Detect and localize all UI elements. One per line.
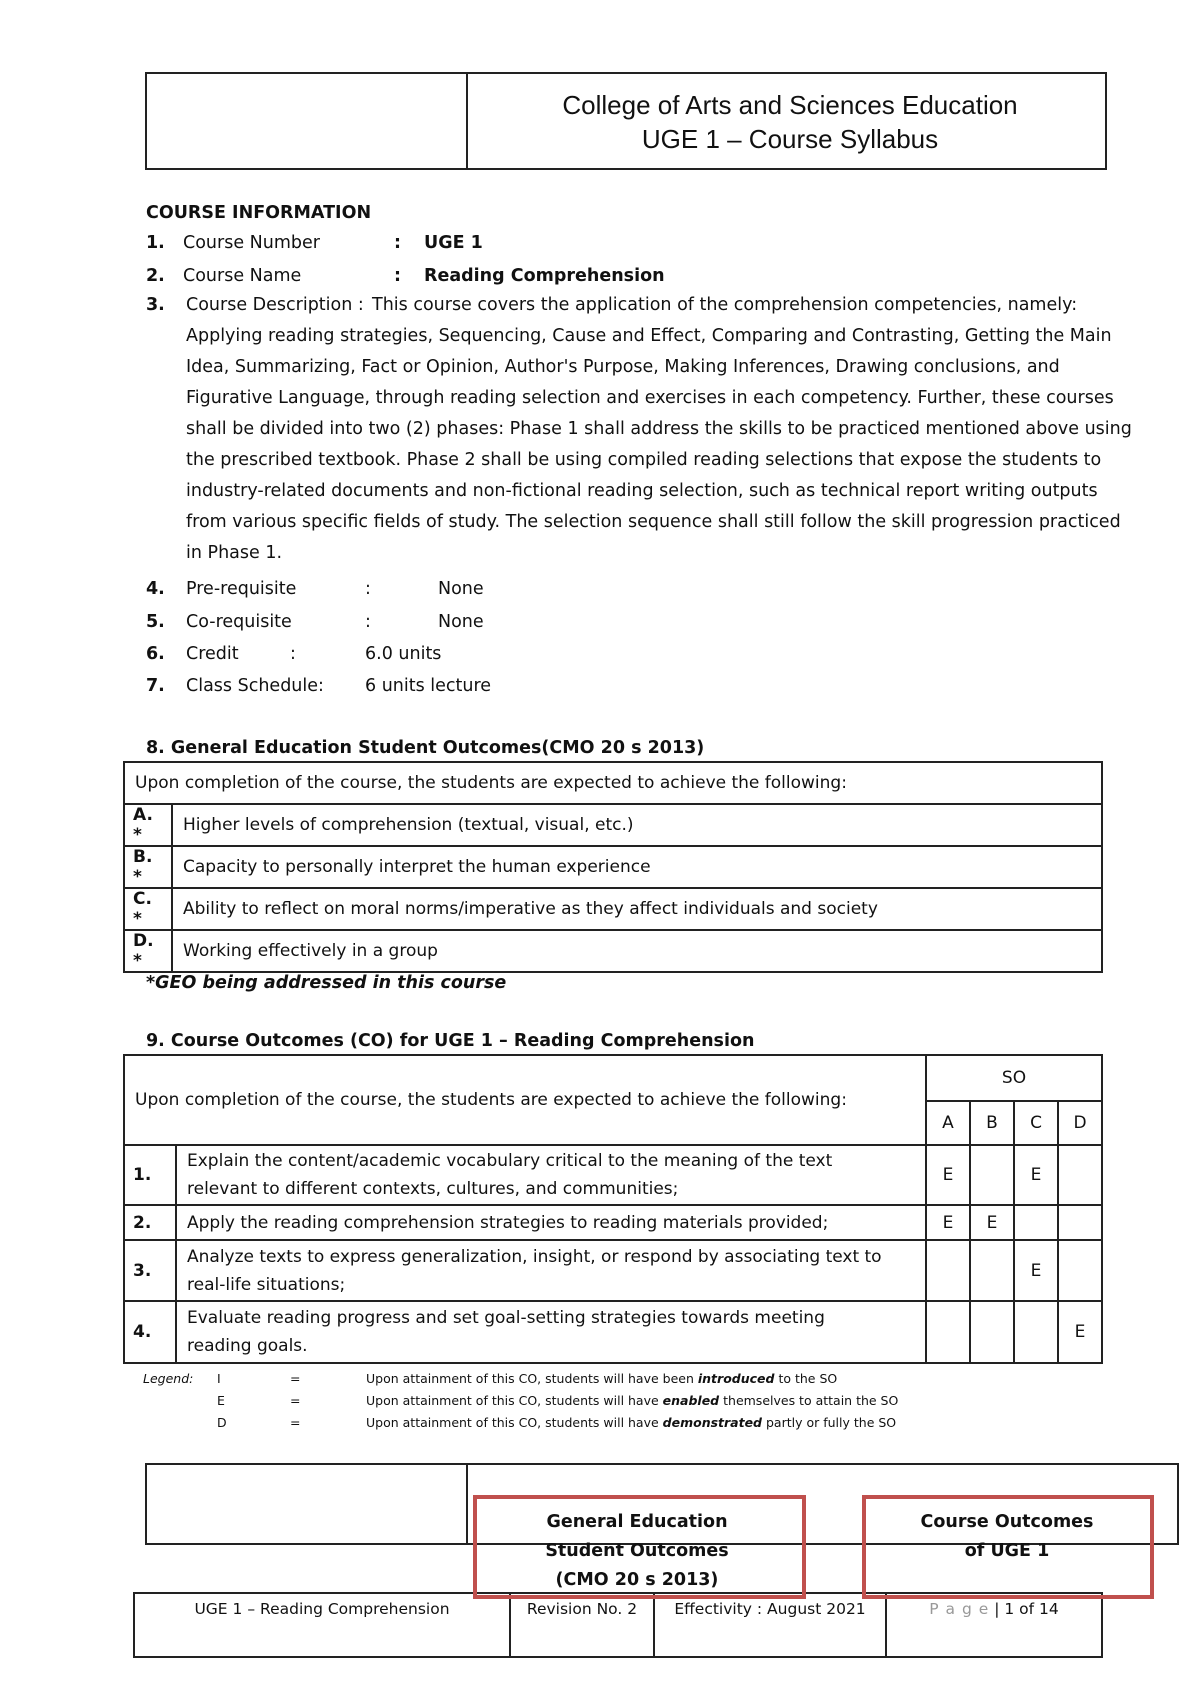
item-5-sep: : [365, 612, 371, 632]
footer-page [886, 1593, 1102, 1657]
co-text [176, 1240, 926, 1301]
description-line: in Phase 1. [186, 543, 283, 563]
legend-pre: Upon attainment of this CO, students will have been [366, 1371, 698, 1386]
co-num: 4. [124, 1301, 176, 1363]
legend-eq: = [290, 1415, 301, 1430]
co-text-line: relevant to different contexts, cultures, and communities; [187, 1179, 679, 1199]
header-divider [466, 72, 468, 170]
item-6-value: 6.0 units [365, 644, 442, 664]
item-4-sep: : [365, 579, 371, 599]
course-info-heading: COURSE INFORMATION [146, 203, 372, 223]
item-5-label: Co-requisite [186, 612, 292, 632]
geo-note: *GEO being addressed in this course [146, 973, 507, 993]
page-label: P a g e [929, 1600, 990, 1618]
co-text-line: Analyze texts to express generalization, insight, or respond by associating text to [187, 1246, 882, 1267]
item-7-label: Class Schedule: [186, 676, 324, 696]
description-line: shall be divided into two (2) phases: Phase 1 shall address the skills to be practiced mentioned above using [186, 419, 1132, 439]
item-6-sep: : [290, 644, 296, 664]
item-4-label: Pre-requisite [186, 579, 297, 599]
footer-course: UGE 1 – Reading Comprehension [134, 1593, 510, 1657]
geo-table [123, 761, 1103, 973]
item-3-label: Course Description : [186, 295, 364, 315]
co-mark [926, 1240, 970, 1301]
description-line: Idea, Summarizing, Fact or Opinion, Author's Purpose, Making Inferences, Drawing conclusions, and [186, 357, 1060, 377]
legend-pre: Upon attainment of this CO, students will have [366, 1415, 663, 1430]
item-7-num: 7. [146, 676, 165, 696]
so-label: SO [926, 1055, 1102, 1101]
so-col-d: D [1058, 1101, 1102, 1145]
legend-pre: Upon attainment of this CO, students will have [366, 1393, 663, 1408]
table-row [124, 846, 1102, 888]
co-num: 1. [124, 1145, 176, 1205]
geo-key: B. * [124, 846, 172, 888]
legend-code: I [217, 1371, 221, 1386]
item-1-label: Course Number [183, 233, 320, 253]
geo-text: Working effectively in a group [172, 930, 1102, 972]
geo-callout-line: General Education [546, 1512, 728, 1532]
geo-key: D. * [124, 930, 172, 972]
co-text-line: Evaluate reading progress and set goal-setting strategies towards meeting [187, 1308, 825, 1328]
item-2-num: 2. [146, 266, 165, 286]
item-2-label: Course Name [183, 266, 302, 286]
co-num: 2. [124, 1205, 176, 1240]
legend-text [366, 1390, 898, 1412]
co-callout-line: of UGE 1 [964, 1541, 1050, 1561]
legend-post: partly or fully the SO [762, 1415, 897, 1430]
legend-post: themselves to attain the SO [719, 1393, 899, 1408]
co-text: Apply the reading comprehension strategies to reading materials provided; [176, 1205, 926, 1240]
description-line: the prescribed textbook. Phase 2 shall be using compiled reading selections that expose the students to [186, 450, 1102, 470]
legend-eq: = [290, 1371, 301, 1386]
co-highlight-box [862, 1495, 1154, 1599]
geo-text: Capacity to personally interpret the human experience [172, 846, 1102, 888]
item-4-num: 4. [146, 579, 165, 599]
legend-text [366, 1412, 896, 1434]
co-mark [970, 1301, 1014, 1363]
geo-intro: Upon completion of the course, the students are expected to achieve the following: [124, 762, 1102, 804]
item-6-num: 6. [146, 644, 165, 664]
co-callout-line: Course Outcomes [920, 1512, 1094, 1532]
geo-key: C. * [124, 888, 172, 930]
co-mark [970, 1145, 1014, 1205]
table-row [124, 888, 1102, 930]
item-1-num: 1. [146, 233, 165, 253]
co-mark [1014, 1205, 1058, 1240]
co-mark [926, 1301, 970, 1363]
co-mark [970, 1240, 1014, 1301]
legend-text [366, 1368, 837, 1390]
geo-heading: 8. General Education Student Outcomes(CMO 20 s 2013) [146, 738, 705, 758]
legend-em: enabled [662, 1393, 720, 1408]
legend-em: introduced [697, 1371, 775, 1386]
item-3-num: 3. [146, 295, 165, 315]
geo-highlight-box [473, 1495, 806, 1599]
footer-revision: Revision No. 2 [510, 1593, 654, 1657]
table-row [124, 1301, 1102, 1363]
co-mark: E [926, 1145, 970, 1205]
co-mark [1058, 1240, 1102, 1301]
co-mark [1058, 1145, 1102, 1205]
table-row [124, 804, 1102, 846]
item-3-value: This course covers the application of the comprehension competencies, namely: [372, 295, 1078, 315]
so-col-c: C [1014, 1101, 1058, 1145]
description-line: industry-related documents and non-fictional reading selection, such as technical report writing outputs [186, 481, 1098, 501]
bottom-header-divider [466, 1463, 468, 1545]
co-num: 3. [124, 1240, 176, 1301]
header-title [470, 88, 1110, 156]
table-row [124, 930, 1102, 972]
geo-text: Ability to reflect on moral norms/imperative as they affect individuals and society [172, 888, 1102, 930]
legend-eq: = [290, 1393, 301, 1408]
co-mark: E [1014, 1240, 1058, 1301]
footer-effectivity: Effectivity : August 2021 [654, 1593, 886, 1657]
item-5-value: None [438, 612, 484, 632]
co-table [123, 1054, 1103, 1364]
co-mark [1058, 1205, 1102, 1240]
co-text-line: Explain the content/academic vocabulary critical to the meaning of the text [187, 1151, 833, 1171]
co-mark [1014, 1301, 1058, 1363]
co-mark: E [970, 1205, 1014, 1240]
description-line: Applying reading strategies, Sequencing, Cause and Effect, Comparing and Contrasting, Getting the Main [186, 326, 1112, 346]
table-row [124, 1240, 1102, 1301]
header-line-1: College of Arts and Sciences Education [562, 90, 1018, 120]
item-2-value: Reading Comprehension [424, 266, 665, 286]
item-2-sep: : [394, 266, 401, 286]
table-row [124, 1205, 1102, 1240]
so-col-b: B [970, 1101, 1014, 1145]
header-line-2: UGE 1 – Course Syllabus [641, 124, 939, 154]
co-mark: E [926, 1205, 970, 1240]
item-4-value: None [438, 579, 484, 599]
footer-table [133, 1592, 1103, 1658]
co-mark: E [1014, 1145, 1058, 1205]
legend-post: to the SO [774, 1371, 838, 1386]
legend-code: E [217, 1393, 225, 1408]
co-mark: E [1058, 1301, 1102, 1363]
co-text-line: real-life situations; [187, 1274, 346, 1295]
table-row [124, 1145, 1102, 1205]
legend-em: demonstrated [662, 1415, 763, 1430]
course-description [186, 321, 1146, 569]
geo-callout-line: Student Outcomes [545, 1541, 729, 1561]
geo-key: A. * [124, 804, 172, 846]
legend-label: Legend: [143, 1371, 194, 1386]
co-text [176, 1145, 926, 1205]
geo-text: Higher levels of comprehension (textual, visual, etc.) [172, 804, 1102, 846]
geo-callout-line: (CMO 20 s 2013) [555, 1570, 719, 1590]
item-1-value: UGE 1 [424, 233, 483, 253]
legend-code: D [217, 1415, 227, 1430]
page-number: | 1 of 14 [994, 1600, 1059, 1618]
description-line: from various specific fields of study. The selection sequence shall still follow the skill progression practiced [186, 512, 1121, 532]
description-line: Figurative Language, through reading selection and exercises in each competency. Further, these courses [186, 388, 1114, 408]
item-6-label: Credit [186, 644, 239, 664]
co-text [176, 1301, 926, 1363]
so-col-a: A [926, 1101, 970, 1145]
co-heading: 9. Course Outcomes (CO) for UGE 1 – Reading Comprehension [146, 1031, 755, 1051]
co-intro: Upon completion of the course, the students are expected to achieve the following: [124, 1055, 926, 1145]
co-text-line: reading goals. [187, 1336, 308, 1356]
item-1-sep: : [394, 233, 401, 253]
item-7-value: 6 units lecture [365, 676, 492, 696]
item-5-num: 5. [146, 612, 165, 632]
